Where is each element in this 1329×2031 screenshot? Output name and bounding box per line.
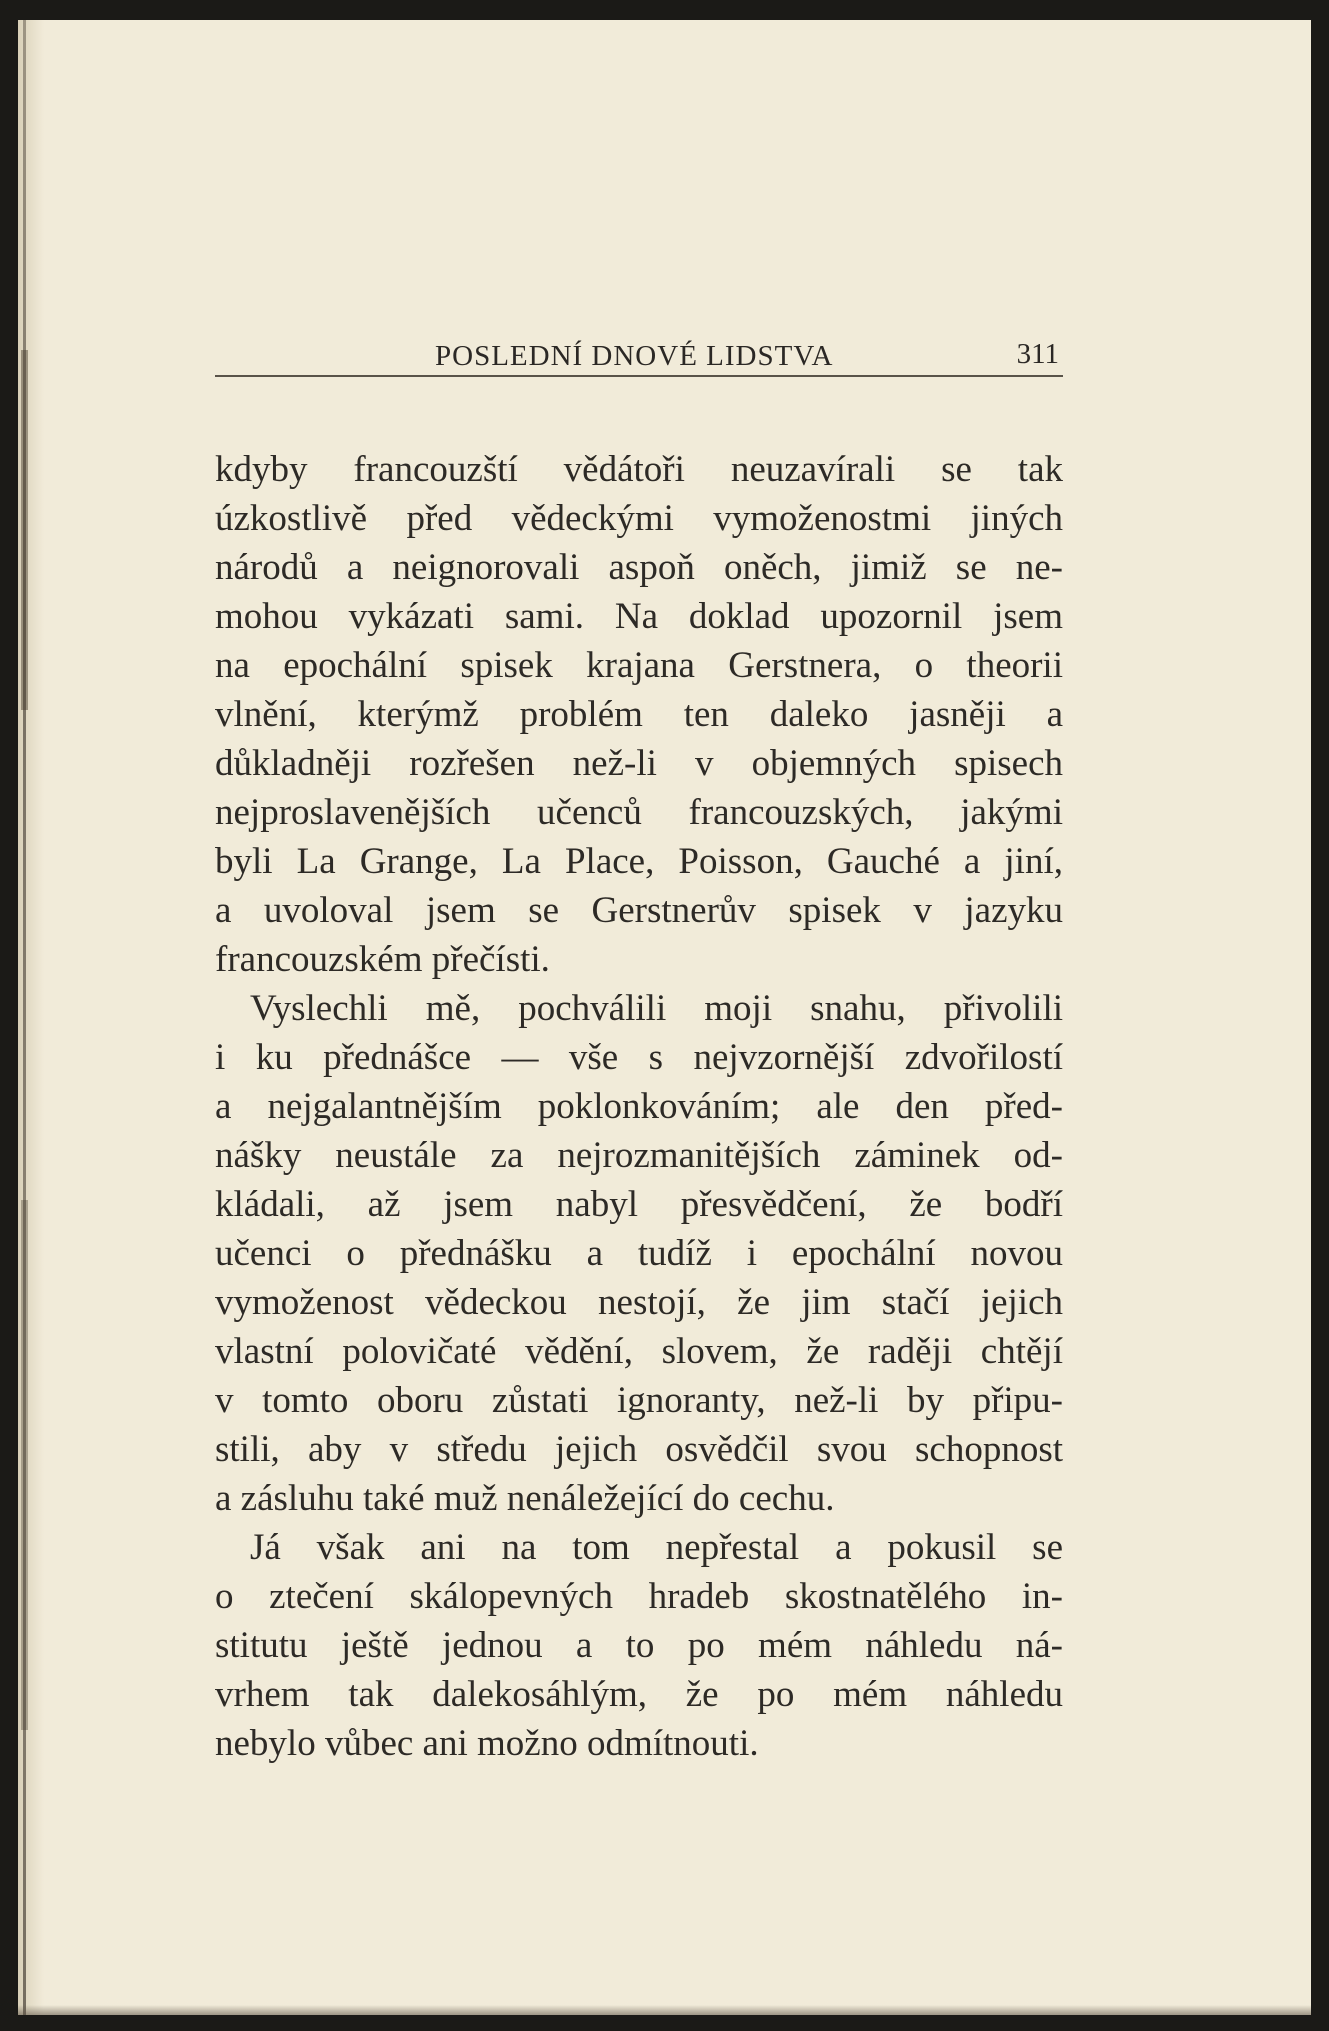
paragraph-3 bbox=[215, 1523, 1063, 1768]
text-line: francouzském přečísti. bbox=[215, 939, 550, 980]
text-line: vrhem tak dalekosáhlým, že po mém náhledu bbox=[215, 1674, 1063, 1715]
text-line: a uvoloval jsem se Gerstnerův spisek v jazyku bbox=[215, 890, 1063, 931]
text-line: vymoženost vědeckou nestojí, že jim stačí jejich bbox=[215, 1282, 1063, 1323]
text-line: Vyslechli mě, pochválili moji snahu, přivolili bbox=[250, 988, 1063, 1029]
text-line: učenci o přednášku a tudíž i epochální novou bbox=[215, 1233, 1063, 1274]
text-line: vlnění, kterýmž problém ten daleko jasněji a bbox=[215, 694, 1063, 735]
body-text bbox=[215, 445, 1063, 1768]
text-line: stili, aby v středu jejich osvědčil svou schopnost bbox=[215, 1429, 1063, 1470]
text-line: nejproslavenějších učenců francouzských, jakými bbox=[215, 792, 1063, 833]
spine-mark bbox=[21, 1200, 28, 1730]
text-line: kládali, až jsem nabyl přesvědčení, že bodří bbox=[215, 1184, 1063, 1225]
paragraph-2 bbox=[215, 984, 1063, 1523]
text-line: a zásluhu také muž nenáležející do cechu. bbox=[215, 1478, 835, 1519]
text-line: nebylo vůbec ani možno odmítnouti. bbox=[215, 1723, 759, 1764]
text-line: nášky neustále za nejrozmanitějších záminek od- bbox=[215, 1135, 1063, 1176]
text-line: v tomto oboru zůstati ignoranty, než-li by připu- bbox=[215, 1380, 1063, 1421]
text-line: o ztečení skálopevných hradeb skostnatělého in- bbox=[215, 1576, 1063, 1617]
text-line: i ku přednášce — vše s nejvzornější zdvořilostí bbox=[215, 1037, 1063, 1078]
paragraph-1 bbox=[215, 445, 1063, 984]
spine-mark bbox=[21, 350, 28, 710]
text-line: na epochální spisek krajana Gerstnera, o theorii bbox=[215, 645, 1063, 686]
text-line: mohou vykázati sami. Na doklad upozornil jsem bbox=[215, 596, 1063, 637]
text-line: národů a neignorovali aspoň oněch, jimiž se ne- bbox=[215, 547, 1063, 588]
text-line: Já však ani na tom nepřestal a pokusil se bbox=[250, 1527, 1063, 1568]
text-line: úzkostlivě před vědeckými vymoženostmi jiných bbox=[215, 498, 1063, 539]
text-line: důkladněji rozřešen než-li v objemných spisech bbox=[215, 743, 1063, 784]
text-line: kdyby francouzští vědátoři neuzavírali se tak bbox=[215, 449, 1063, 490]
page-header bbox=[215, 332, 1063, 380]
page-bottom-edge bbox=[18, 2005, 1311, 2015]
text-line: a nejgalantnějším poklonkováním; ale den před- bbox=[215, 1086, 1063, 1127]
text-line: stitutu ještě jednou a to po mém náhledu ná- bbox=[215, 1625, 1063, 1666]
text-line: byli La Grange, La Place, Poisson, Gauché a jiní, bbox=[215, 841, 1063, 882]
book-page bbox=[18, 20, 1311, 2015]
page-number: 311 bbox=[1016, 338, 1059, 370]
text-line: vlastní polovičaté vědění, slovem, že raději chtějí bbox=[215, 1331, 1063, 1372]
header-rule bbox=[215, 375, 1063, 377]
running-title: POSLEDNÍ DNOVÉ LIDSTVA bbox=[435, 340, 834, 372]
